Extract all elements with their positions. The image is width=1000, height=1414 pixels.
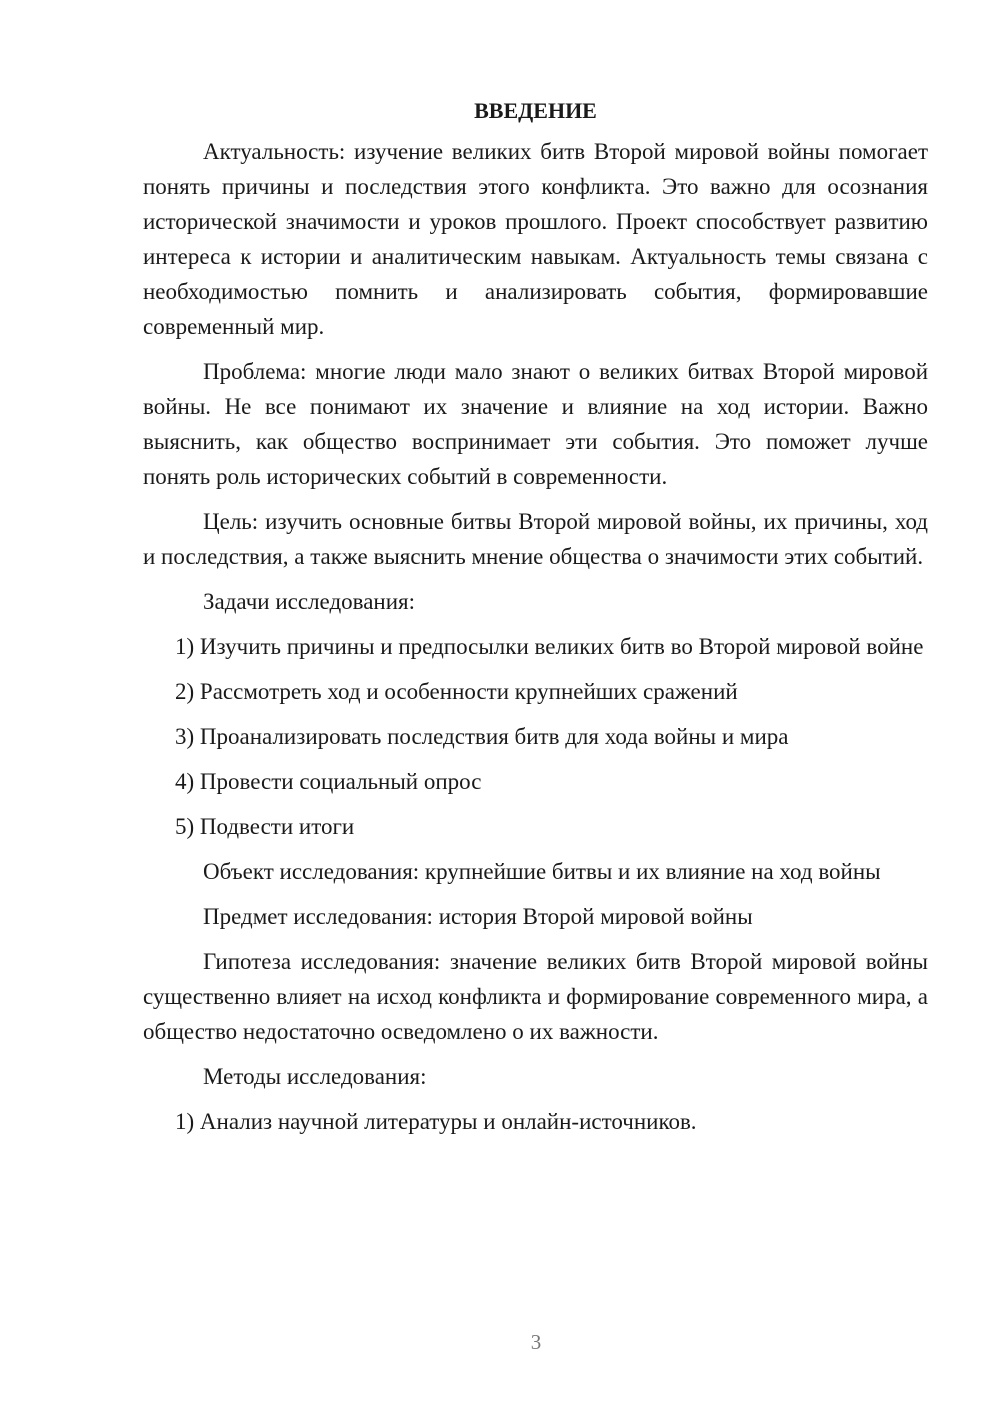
relevance-paragraph: Актуальность: изучение великих битв Второй мировой войны помогает понять причины и последствия этого конфликта. Это важно для осознания исторической значимости и уроков прошлого. Проект способствует развитию интереса к истории и аналитическим навыкам. Актуальность темы связана с необходимостью помнить и анализировать события, формировавшие современный мир. <box>143 139 928 339</box>
object-paragraph: Объект исследования: крупнейшие битвы и их влияние на ход войны <box>203 859 881 884</box>
task-item: 1) Изучить причины и предпосылки великих битв во Второй мировой войне <box>175 634 924 659</box>
subject-paragraph: Предмет исследования: история Второй мировой войны <box>203 904 753 929</box>
task-item: 5) Подвести итоги <box>175 814 355 839</box>
task-item: 4) Провести социальный опрос <box>175 769 482 794</box>
page-number: 3 <box>530 1330 542 1354</box>
methods-label: Методы исследования: <box>203 1064 427 1089</box>
method-item: 1) Анализ научной литературы и онлайн-источников. <box>175 1109 697 1134</box>
goal-paragraph: Цель: изучить основные битвы Второй мировой войны, их причины, ход и последствия, а также выяснить мнение общества о значимости этих событий. <box>143 509 928 569</box>
task-item: 3) Проанализировать последствия битв для хода войны и мира <box>175 724 789 749</box>
problem-paragraph: Проблема: многие люди мало знают о великих битвах Второй мировой войны. Не все понимают их значение и влияние на ход истории. Важно выяснить, как общество воспринимает эти события. Это поможет лучше понять роль исторических событий в современности. <box>143 359 928 489</box>
task-item: 2) Рассмотреть ход и особенности крупнейших сражений <box>175 679 738 704</box>
hypothesis-paragraph: Гипотеза исследования: значение великих битв Второй мировой войны существенно влияет на исход конфликта и формирование современного мира, а общество недостаточно осведомлено о их важности. <box>143 949 928 1044</box>
tasks-label: Задачи исследования: <box>203 589 416 614</box>
section-heading: ВВЕДЕНИЕ <box>474 98 597 123</box>
page-content <box>143 96 928 1149</box>
